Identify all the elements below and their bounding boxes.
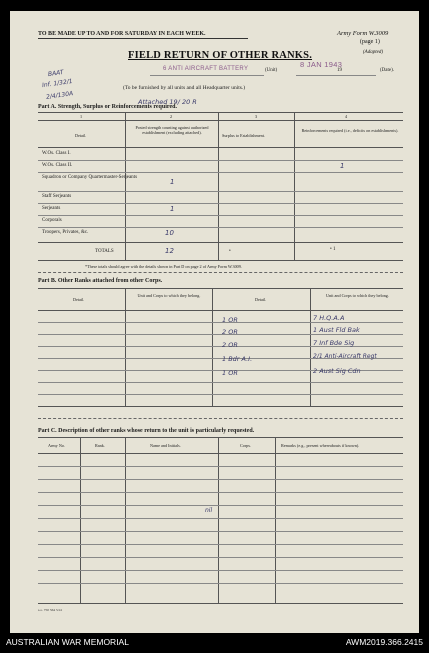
part-c-top-rule <box>38 437 403 438</box>
part-c-row-rule <box>38 557 403 558</box>
row-posted: 10 <box>165 229 174 237</box>
part-c-header-remarks: Remarks (e.g., present whereabouts if known). <box>281 443 360 448</box>
part-b-row-rule <box>38 394 403 395</box>
part-a-top-rule <box>38 112 403 113</box>
part-a-num-rule <box>38 120 403 121</box>
row-rule <box>38 227 403 228</box>
footer-institution: AUSTRALIAN WAR MEMORIAL <box>6 637 129 647</box>
attached-note: Attached 19/ 20 R <box>138 98 197 106</box>
part-c-bottom-rule <box>38 603 403 604</box>
part-a-header-posted: Posted strength counting against authorized establishment (excluding attached). <box>135 125 209 135</box>
row-rule <box>38 203 403 204</box>
row-reinf: 1 <box>340 162 345 170</box>
part-b-header-unit-1: Unit and Corps to which they belong. <box>137 293 201 298</box>
row-detail: W.Os. Class II. <box>42 163 73 168</box>
margin-note-2: Inf. 1/32/1 <box>41 77 74 90</box>
part-c-scribble: nil <box>205 507 213 514</box>
part-b-separator <box>38 418 403 419</box>
row-detail: Squadron or Company Quartermaster-Serjeants <box>42 175 138 180</box>
row-rule <box>38 215 403 216</box>
part-c-row-rule <box>38 570 403 571</box>
unit-label: (Unit) <box>265 68 278 73</box>
print-code: s.o. 750 564 5/41 <box>38 608 63 612</box>
part-b-row-rule <box>38 322 403 323</box>
entry-detail: 1 Bdr A.I. <box>222 355 253 363</box>
row-detail: Corporals <box>42 218 62 223</box>
part-a-header-surplus: Surplus to Establishment. <box>222 133 265 138</box>
totals-label: TOTALS <box>95 249 114 254</box>
top-note: TO BE MADE UP TO AND FOR SATURDAY IN EACH WEEK. <box>38 31 206 37</box>
part-a-col-number-3: 3 <box>255 114 258 119</box>
entry-detail: 1 OR <box>222 369 238 377</box>
totals-posted: 12 <box>165 247 174 255</box>
part-a-col-divider-1 <box>125 112 126 260</box>
part-c-col-divider-2 <box>125 437 126 603</box>
entry-detail: 2 OR <box>222 328 238 336</box>
footer-accession: AWM2019.366.2415 <box>345 637 423 647</box>
part-a-header-reinf: Reinforcements required (i.e., deficits on establishments). <box>301 128 399 133</box>
top-note-underline <box>38 38 248 39</box>
part-b-bottom-rule <box>38 406 403 407</box>
part-a-bottom-rule <box>38 260 403 261</box>
part-b-row-rule <box>38 382 403 383</box>
entry-unit: 2 Aust Sig Cdn <box>313 367 361 375</box>
part-c-header-army-no: Army No. <box>48 443 65 448</box>
part-b-col-divider-3 <box>310 288 311 406</box>
part-a-separator <box>38 272 403 273</box>
totals-top-rule <box>38 242 403 243</box>
part-c-heading: Part C. Description of other ranks whose return to the unit is particularly requested. <box>38 428 255 434</box>
date-stamp: 8 JAN 1943 <box>300 60 343 69</box>
part-b-row-rule <box>38 334 403 335</box>
row-rule <box>38 172 403 173</box>
part-b-header-detail-1: Detail. <box>73 297 85 302</box>
margin-note-3: 2/4/130A <box>45 90 74 101</box>
entry-unit: 7 Inf Bde Sig <box>313 339 355 347</box>
entry-detail: 2 OR <box>222 341 238 349</box>
part-c-row-rule <box>38 583 403 584</box>
year-prefix: 19 <box>337 68 342 73</box>
part-c-row-rule <box>38 492 403 493</box>
part-b-header-detail-2: Detail. <box>255 297 267 302</box>
part-c-header-corps: Corps. <box>240 443 252 448</box>
entry-detail: 1 OR <box>222 316 238 324</box>
row-rule <box>38 160 403 161</box>
furnish-note: (To be furnished by all units and all Headquarter units.) <box>123 85 246 91</box>
part-c-col-divider-3 <box>218 437 219 603</box>
part-c-header-rule <box>38 453 403 454</box>
entry-unit: 7 H.Q.A.A <box>313 314 345 322</box>
unit-line <box>150 75 264 76</box>
part-a-col-divider-2 <box>218 112 219 260</box>
part-b-header-rule <box>38 310 403 311</box>
date-line <box>296 75 346 76</box>
totals-surplus: • <box>229 249 231 254</box>
part-c-row-rule <box>38 505 403 506</box>
part-c-header-rank: Rank. <box>95 443 105 448</box>
part-a-col-number-4: 4 <box>345 114 348 119</box>
part-c-row-rule <box>38 518 403 519</box>
part-c-row-rule <box>38 479 403 480</box>
part-a-col-divider-3 <box>294 112 295 260</box>
unit-stamp: 6 ANTI AIRCRAFT BATTERY <box>163 66 249 72</box>
part-b-col-divider-1 <box>125 288 126 406</box>
row-posted: 1 <box>170 178 175 186</box>
entry-unit: 1 Aust Fld Bak <box>313 326 360 334</box>
part-a-heading: Part A. Strength, Surplus or Reinforcements required. <box>38 104 177 110</box>
row-posted: 1 <box>170 205 175 213</box>
part-a-footnote: *These totals should agree with the details shown in Part D on page 2 of Army Form W.3009. <box>85 264 242 269</box>
year-line <box>346 75 376 76</box>
part-c-row-rule <box>38 531 403 532</box>
date-label: (Date). <box>380 68 395 73</box>
part-c-row-rule <box>38 466 403 467</box>
part-c-col-divider-4 <box>275 437 276 603</box>
army-form-number: Army Form W.3009 <box>337 30 389 37</box>
row-detail: Serjeants <box>42 206 61 211</box>
totals-reinf: • 1 <box>330 247 336 252</box>
page-label: (page 1) <box>360 39 380 45</box>
margin-note-1: BAAT <box>47 68 64 79</box>
row-rule <box>38 191 403 192</box>
part-a-header-rule <box>38 147 403 148</box>
row-detail: W.Os. Class I. <box>42 151 71 156</box>
part-b-header-unit-2: Unit and Corps to which they belong. <box>326 293 389 298</box>
part-b-col-divider-2 <box>212 288 213 406</box>
part-a-col-number-1: 1 <box>80 114 83 119</box>
part-c-header-name: Name and Initials. <box>150 443 181 448</box>
row-detail: Staff Serjeants <box>42 194 72 199</box>
part-a-header-detail: Detail. <box>75 133 87 138</box>
part-c-row-rule <box>38 544 403 545</box>
row-detail: Troopers, Privates, &c. <box>42 230 89 235</box>
entry-unit: 2/1 Anti-Aircraft Regt <box>313 353 377 360</box>
part-b-heading: Part B. Other Ranks attached from other Corps. <box>38 278 163 284</box>
adapted-label: (Adapted) <box>363 50 383 55</box>
form-title: FIELD RETURN OF OTHER RANKS. <box>128 50 313 61</box>
part-c-col-divider-1 <box>80 437 81 603</box>
part-b-top-rule <box>38 288 403 289</box>
part-a-col-number-2: 2 <box>170 114 173 119</box>
